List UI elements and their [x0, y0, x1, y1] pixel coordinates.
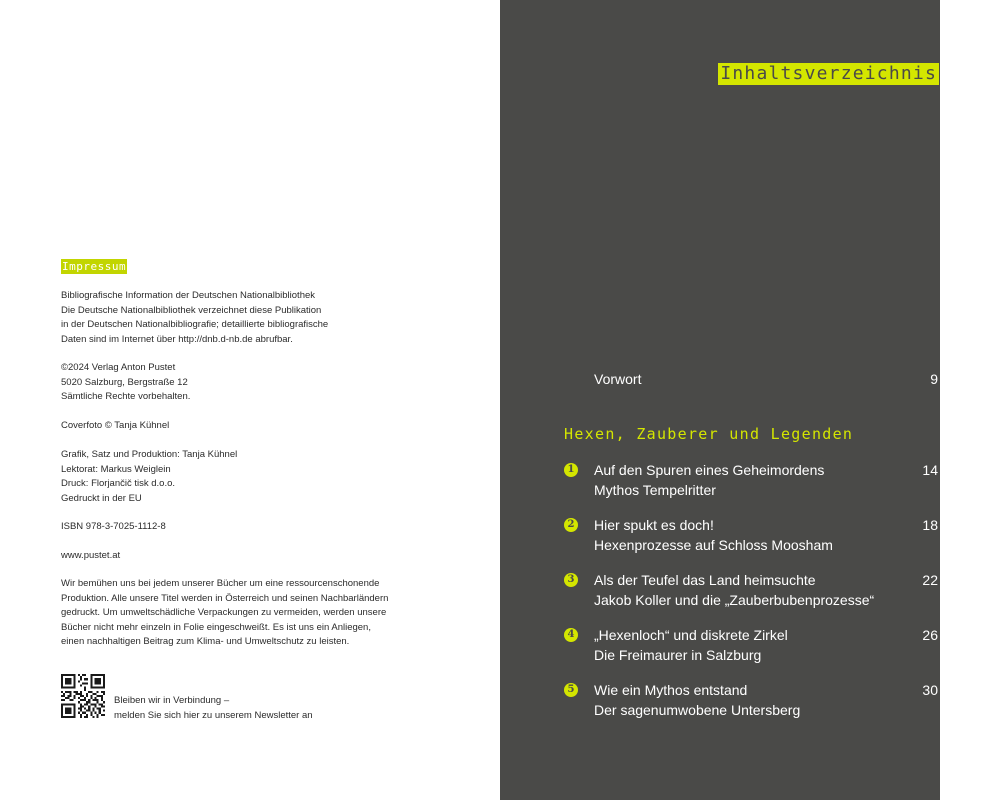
chapter-subtitle: Hexenprozesse auf Schloss Moosham: [594, 537, 833, 553]
sustainability-line: Wir bemühen uns bei jedem unserer Bücher um eine ressourcenschonende: [61, 578, 380, 589]
isbn-line: ISBN 978-3-7025-1112-8: [61, 521, 166, 532]
publisher-line: ©2024 Verlag Anton Pustet: [61, 362, 176, 373]
production-info: [61, 448, 461, 506]
website: [61, 549, 461, 564]
newsletter-line: Bleiben wir in Verbindung –: [114, 695, 230, 706]
production-line: Grafik, Satz und Produktion: Tanja Kühnel: [61, 449, 238, 460]
chapter-subtitle: Mythos Tempelritter: [594, 482, 716, 498]
chapter-page: 26: [922, 627, 938, 643]
biblio-line: Die Deutsche Nationalbibliothek verzeichnet diese Publikation: [61, 304, 322, 316]
section-heading: Hexen, Zauberer und Legenden: [564, 425, 854, 443]
chapter-number-badge: 3: [564, 573, 578, 587]
chapter-subtitle: Der sagenumwobene Untersberg: [594, 702, 801, 718]
production-line: Gedruckt in der EU: [61, 492, 142, 504]
chapter-subtitle: Jakob Koller und die „Zauberbubenprozesse“: [594, 592, 875, 608]
chapter-title[interactable]: Als der Teufel das Land heimsuchte: [594, 572, 816, 588]
chapter-number-badge: 4: [564, 628, 578, 642]
newsletter-qr-code[interactable]: [61, 674, 105, 718]
biblio-line: Daten sind im Internet über http://dnb.d-nb.de abrufbar.: [61, 333, 293, 345]
toc-page-vorwort: 9: [930, 371, 938, 387]
impressum-heading: Impressum: [62, 260, 127, 273]
chapter-title[interactable]: Auf den Spuren eines Geheimordens: [594, 462, 825, 478]
sustainability-note: [61, 577, 461, 650]
publisher-line: Sämtliche Rechte vorbehalten.: [61, 391, 191, 402]
chapter-number-badge: 1: [564, 463, 578, 477]
production-line: Druck: Florjančič tisk d.o.o.: [61, 478, 176, 489]
publisher-info: [61, 361, 461, 405]
chapter-title[interactable]: Hier spukt es doch!: [594, 517, 714, 533]
website-link[interactable]: www.pustet.at: [61, 550, 121, 561]
sustainability-line: einen nachhaltigen Beitrag zum Klima- und Umweltschutz zu leisten.: [61, 636, 350, 647]
newsletter-note: [114, 694, 313, 723]
chapter-number-badge: 5: [564, 683, 578, 697]
toc-title: Inhaltsverzeichnis: [720, 63, 937, 84]
chapter-page: 18: [922, 517, 938, 533]
cover-credit: [61, 419, 461, 434]
biblio-line: in der Deutschen Nationalbibliografie; detaillierte bibliografische: [61, 319, 329, 330]
chapter-number-badge: 2: [564, 518, 578, 532]
biblio-info: [61, 289, 461, 347]
toc-entry-vorwort[interactable]: Vorwort: [594, 371, 642, 387]
sustainability-line: gedruckt. Um umweltschädliche Verpackungen zu vermeiden, werden unsere: [61, 607, 387, 618]
cover-line: Coverfoto © Tanja Kühnel: [61, 420, 170, 431]
chapter-title[interactable]: „Hexenloch“ und diskrete Zirkel: [594, 627, 788, 643]
chapter-page: 22: [922, 572, 938, 588]
sustainability-line: Produktion. Alle unsere Titel werden in Österreich und seinen Nachbarländern: [61, 592, 389, 604]
biblio-line: Bibliografische Information der Deutschen Nationalbibliothek: [61, 290, 316, 301]
right-page-toc: [500, 0, 940, 800]
chapter-page: 14: [922, 462, 938, 478]
sustainability-line: Bücher nicht mehr einzeln in Folie eingeschweißt. Es ist uns ein Anliegen,: [61, 621, 371, 633]
production-line: Lektorat: Markus Weiglein: [61, 463, 171, 475]
chapter-title[interactable]: Wie ein Mythos entstand: [594, 682, 748, 698]
chapter-subtitle: Die Freimaurer in Salzburg: [594, 647, 762, 663]
page-edge: [940, 0, 1000, 800]
publisher-line: 5020 Salzburg, Bergstraße 12: [61, 376, 188, 388]
chapter-page: 30: [922, 682, 938, 698]
newsletter-line: melden Sie sich hier zu unserem Newsletter an: [114, 709, 313, 721]
isbn: [61, 520, 461, 535]
